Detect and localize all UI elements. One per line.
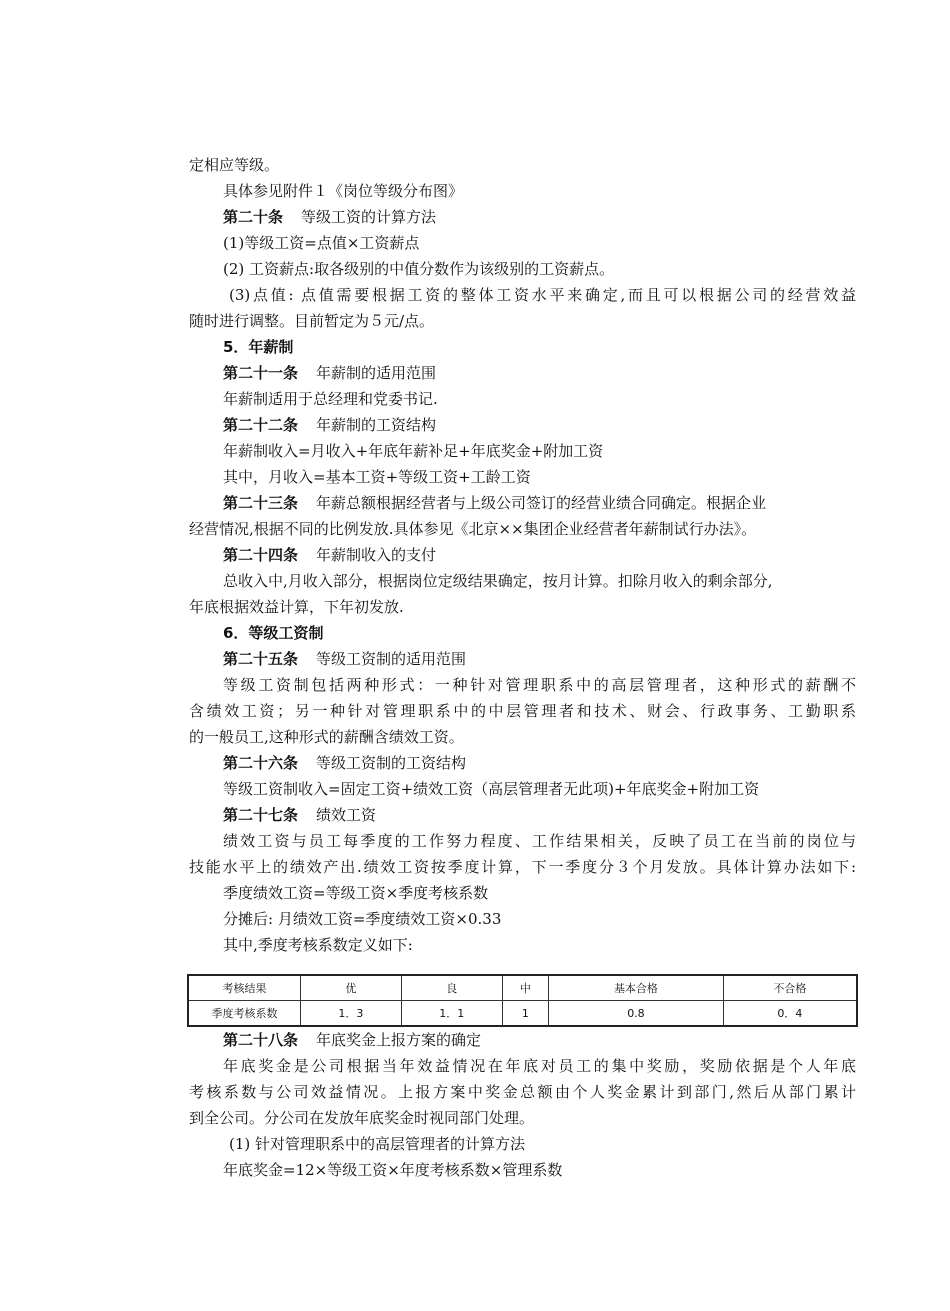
paragraph-line: 年底根据效益计算，下年初发放. (189, 598, 404, 616)
table-cell: 1．1 (401, 1001, 502, 1027)
paragraph-line: 随时进行调整。目前暂定为５元/点。 (189, 312, 435, 330)
section-heading: 5．年薪制 (223, 338, 294, 356)
paragraph-line: (3)点值: 点值需要根据工资的整体工资水平来确定,而且可以根据公司的经营效益 (229, 286, 856, 304)
table-cell: 1 (502, 1001, 549, 1027)
table-row (188, 1001, 857, 1027)
paragraph-line: 季度绩效工资=等级工资×季度考核系数 (223, 884, 489, 902)
article-number: 第二十一条 (223, 364, 299, 382)
paragraph-line: (2) 工资薪点:取各级别的中值分数作为该级别的工资薪点。 (223, 260, 615, 278)
article-heading (223, 545, 436, 565)
table-cell: 0.8 (549, 1001, 724, 1027)
paragraph-line: 分摊后: 月绩效工资=季度绩效工资×0.33 (223, 910, 502, 928)
paragraph-line: 年薪制收入=月收入+年底年薪补足+年底奖金+附加工资 (223, 442, 604, 460)
article-title: 等级工资的计算方法 (301, 208, 437, 226)
paragraph-line: 具体参见附件１《岗位等级分布图》 (223, 182, 464, 200)
section-heading: 6．等级工资制 (223, 624, 324, 642)
table-header-cell: 优 (301, 975, 402, 1001)
article-number: 第二十八条 (223, 1031, 299, 1049)
article-number: 第二十四条 (223, 546, 299, 564)
article-title: 年薪制的工资结构 (316, 416, 437, 434)
table-header-cell: 基本合格 (549, 975, 724, 1001)
article-number: 第二十七条 (223, 806, 299, 824)
table-header-cell: 良 (401, 975, 502, 1001)
article-heading (223, 363, 436, 383)
article-body: 年薪总额根据经营者与上级公司签订的经营业绩合同确定。根据企业 (316, 494, 767, 512)
paragraph-line: (1) 针对管理职系中的高层管理者的计算方法 (229, 1135, 526, 1153)
article-heading (223, 415, 436, 435)
article-title: 年薪制的适用范围 (316, 364, 437, 382)
article-number: 第二十二条 (223, 416, 299, 434)
paragraph-line: 考核系数与公司效益情况。上报方案中奖金总额由个人奖金累计到部门,然后从部门累计 (189, 1083, 856, 1101)
table-cell: 1．3 (301, 1001, 402, 1027)
article-title: 年薪制收入的支付 (316, 546, 437, 564)
article-number: 第二十三条 (223, 494, 299, 512)
table-cell: 季度考核系数 (188, 1001, 301, 1027)
paragraph-line: 绩效工资与员工每季度的工作努力程度、工作结果相关，反映了员工在当前的岗位与 (223, 832, 856, 850)
paragraph-line: 其中，月收入=基本工资+等级工资+工龄工资 (223, 468, 531, 486)
article-number: 第二十五条 (223, 650, 299, 668)
paragraph-line: 年薪制适用于总经理和党委书记. (223, 390, 438, 408)
article-title: 等级工资制的工资结构 (316, 754, 467, 772)
article-heading (223, 493, 766, 513)
paragraph-line: (1)等级工资=点值×工资薪点 (223, 234, 420, 252)
article-number: 第二十条 (223, 208, 284, 226)
paragraph-line: 经营情况,根据不同的比例发放.具体参见《北京××集团企业经营者年薪制试行办法》。 (189, 520, 757, 538)
article-heading (223, 649, 466, 669)
article-heading (223, 753, 466, 773)
assessment-coefficient-table (187, 974, 858, 1027)
paragraph-line: 其中,季度考核系数定义如下: (223, 936, 413, 954)
article-heading (223, 805, 376, 825)
paragraph-line: 含绩效工资；另一种针对管理职系中的中层管理者和技术、财会、行政事务、工勤职系 (189, 702, 856, 720)
paragraph-line: 年底奖金是公司根据当年效益情况在年底对员工的集中奖励，奖励依据是个人年底 (223, 1057, 856, 1075)
table-header-cell: 不合格 (723, 975, 857, 1001)
table-header-cell: 考核结果 (188, 975, 301, 1001)
paragraph-line: 等级工资制包括两种形式：一种针对管理职系中的高层管理者，这种形式的薪酬不 (223, 676, 856, 694)
paragraph-line: 技能水平上的绩效产出.绩效工资按季度计算，下一季度分３个月发放。具体计算办法如下: (189, 858, 856, 876)
table-header-row (188, 975, 857, 1001)
article-heading (223, 1030, 481, 1050)
paragraph-line: 总收入中,月收入部分，根据岗位定级结果确定，按月计算。扣除月收入的剩余部分, (223, 572, 773, 590)
paragraph-line: 定相应等级。 (189, 156, 280, 174)
article-title: 绩效工资 (316, 806, 377, 824)
article-title: 等级工资制的适用范围 (316, 650, 467, 668)
table-header-cell: 中 (502, 975, 549, 1001)
article-number: 第二十六条 (223, 754, 299, 772)
article-title: 年底奖金上报方案的确定 (316, 1031, 482, 1049)
paragraph-line: 到全公司。分公司在发放年底奖金时视同部门处理。 (189, 1109, 535, 1127)
paragraph-line: 年底奖金=12×等级工资×年度考核系数×管理系数 (223, 1161, 563, 1179)
paragraph-line: 等级工资制收入=固定工资+绩效工资（高层管理者无此项)+年底奖金+附加工资 (223, 780, 760, 798)
table-cell: 0．4 (723, 1001, 857, 1027)
paragraph-line: 的一般员工,这种形式的薪酬含绩效工资。 (189, 728, 464, 746)
article-heading (223, 207, 436, 227)
